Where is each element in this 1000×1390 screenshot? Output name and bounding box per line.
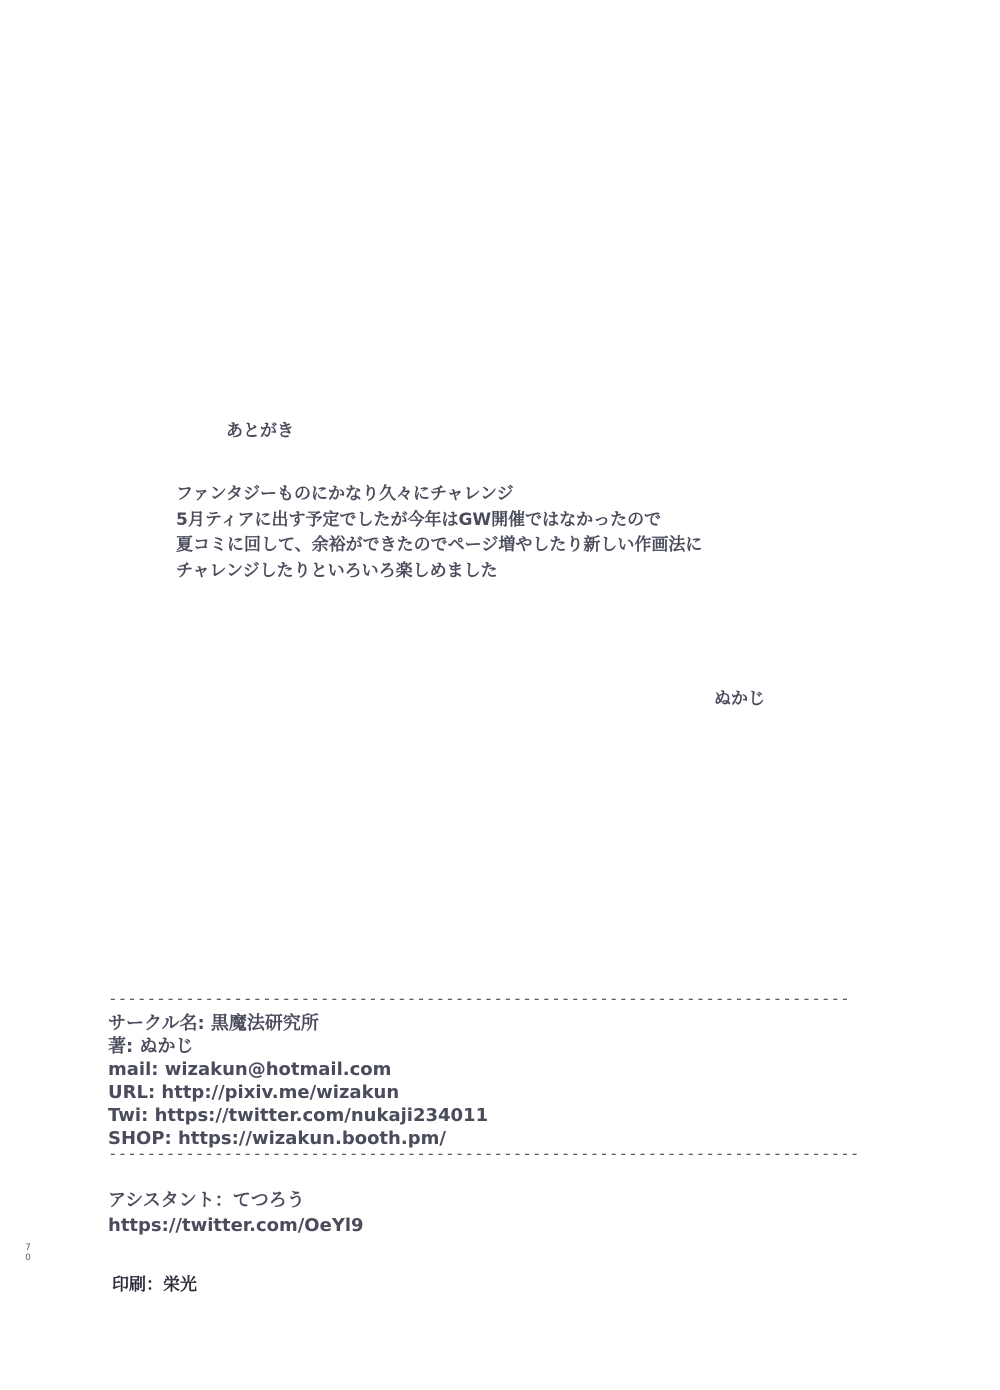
divider-top: ----------------------------------------------------------------------------- <box>108 991 850 1007</box>
circle-name: サークル名: 黒魔法研究所 <box>108 1013 319 1034</box>
assistant-twitter-url: https://twitter.com/OeYl9 <box>108 1215 364 1236</box>
afterword-heading: あとがき <box>226 421 294 441</box>
website-url: URL: http://pixiv.me/wizakun <box>108 1082 400 1103</box>
page-number: 70 <box>25 1243 31 1263</box>
twitter-url: Twi: https://twitter.com/nukaji234011 <box>108 1105 489 1126</box>
author-name: 著: ぬかじ <box>108 1036 194 1057</box>
author-signature: ぬかじ <box>714 689 765 709</box>
shop-url: SHOP: https://wizakun.booth.pm/ <box>108 1128 446 1149</box>
afterword-line: チャレンジしたりといろいろ楽しめました <box>176 560 498 581</box>
afterword-body <box>176 482 702 584</box>
mail-address: mail: wizakun@hotmail.com <box>108 1059 392 1080</box>
printer-credit: 印刷：栄光 <box>112 1275 197 1295</box>
afterword-line: 5月ティアに出す予定でしたが今年はGW開催ではなかったので <box>176 509 662 530</box>
afterword-line: 夏コミに回して、余裕ができたのでページ増やしたり新しい作画法に <box>176 535 703 555</box>
divider-bottom: ------------------------------------------------------------------------------ <box>108 1146 860 1162</box>
assistant-name: アシスタント：てつろう <box>108 1190 305 1211</box>
afterword-line: ファンタジーものにかなり久々にチャレンジ <box>176 484 514 504</box>
credits-block <box>108 1012 488 1150</box>
assistant-block <box>108 1188 364 1238</box>
